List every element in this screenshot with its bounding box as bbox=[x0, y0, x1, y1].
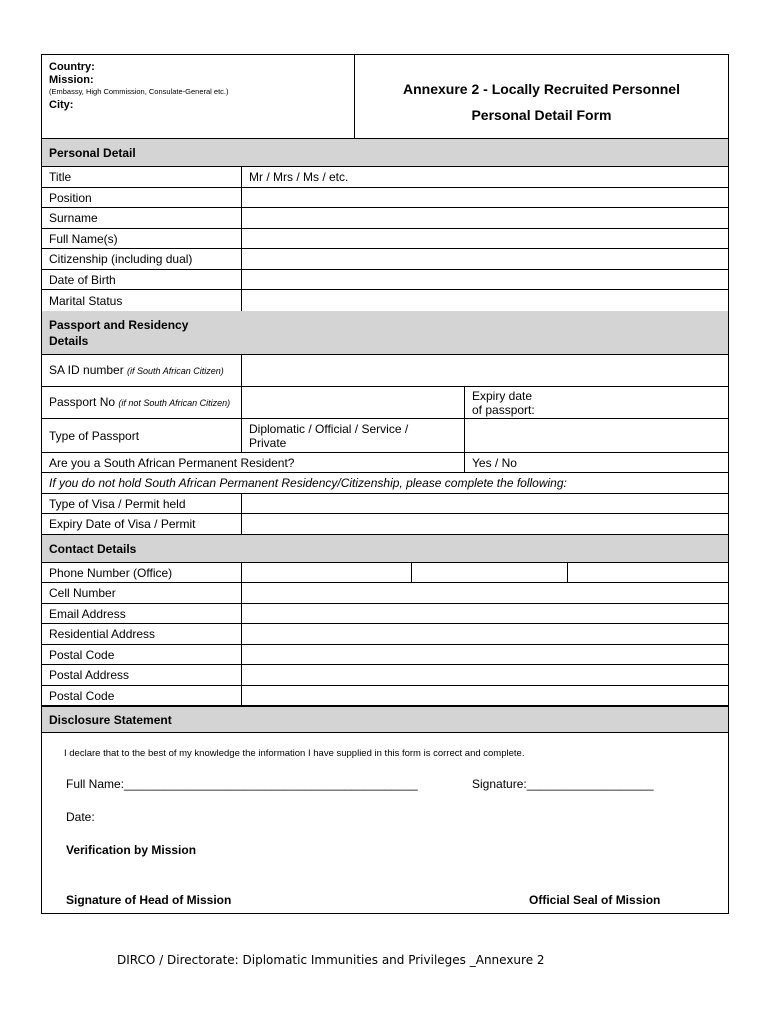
expiry-label-line1: Expiry date bbox=[472, 388, 533, 403]
table-row bbox=[42, 514, 728, 535]
postal-code-field[interactable] bbox=[242, 645, 728, 664]
section-title-line1: Passport and Residency bbox=[49, 317, 189, 332]
section-title-line2: Details bbox=[49, 333, 89, 348]
table-row bbox=[42, 167, 728, 188]
mission-label: Mission: bbox=[49, 74, 94, 86]
row-label: Position bbox=[42, 188, 242, 207]
title-field[interactable]: Mr / Mrs / Ms / etc. bbox=[249, 170, 349, 184]
passport-type-options[interactable] bbox=[242, 419, 465, 452]
table-row bbox=[42, 419, 728, 453]
table-row bbox=[42, 473, 728, 494]
row-label: Residential Address bbox=[42, 624, 242, 644]
form-title bbox=[355, 55, 728, 138]
row-label: Postal Address bbox=[42, 665, 242, 685]
head-of-mission-signature: Signature of Head of Mission bbox=[66, 893, 232, 907]
section-passport-residency bbox=[42, 311, 728, 355]
table-row bbox=[42, 270, 728, 290]
section-contact-details: Contact Details bbox=[42, 535, 728, 563]
citizenship-field[interactable] bbox=[242, 249, 728, 269]
passport-type-label: Type of Passport bbox=[42, 419, 242, 452]
residential-address-field[interactable] bbox=[242, 624, 728, 644]
email-field[interactable] bbox=[242, 604, 728, 623]
table-row bbox=[42, 494, 728, 514]
passport-no-label: Passport No bbox=[49, 395, 116, 409]
passport-type-line1: Diplomatic / Official / Service / bbox=[249, 421, 409, 436]
section-disclosure-statement: Disclosure Statement bbox=[42, 706, 728, 733]
table-row bbox=[42, 686, 728, 706]
row-label: Title bbox=[42, 167, 242, 187]
date-of-birth-field[interactable] bbox=[242, 270, 728, 289]
row-label: Full Name(s) bbox=[42, 229, 242, 248]
visa-expiry-label: Expiry Date of Visa / Permit bbox=[42, 514, 242, 534]
disclosure-block bbox=[42, 733, 728, 913]
row-label: Email Address bbox=[42, 604, 242, 623]
passport-expiry-cell[interactable] bbox=[465, 387, 728, 418]
personal-rows bbox=[42, 167, 728, 311]
mission-note: (Embassy, High Commission, Consulate-General etc.) bbox=[49, 87, 229, 96]
table-row bbox=[42, 208, 728, 229]
location-block bbox=[42, 55, 355, 138]
phone-field-1[interactable] bbox=[242, 563, 412, 582]
page-footer: DIRCO / Directorate: Diplomatic Immunities and Privileges _Annexure 2 bbox=[117, 953, 545, 967]
table-row bbox=[42, 355, 728, 387]
country-label: Country: bbox=[49, 61, 95, 73]
passport-no-note: (if not South African Citizen) bbox=[118, 398, 231, 408]
date-line[interactable]: Date: bbox=[66, 810, 95, 824]
sa-id-note: (if South African Citizen) bbox=[127, 366, 224, 376]
visa-expiry-field[interactable] bbox=[242, 514, 728, 534]
row-label: Citizenship (including dual) bbox=[42, 249, 242, 269]
table-row bbox=[42, 249, 728, 270]
table-row bbox=[42, 229, 728, 249]
sa-id-label: SA ID number bbox=[49, 363, 124, 377]
row-label: Surname bbox=[42, 208, 242, 228]
official-seal-label: Official Seal of Mission bbox=[529, 893, 661, 907]
signature-line[interactable]: Signature:___________________ bbox=[472, 777, 654, 791]
full-name-line[interactable]: Full Name:____________________________________________ bbox=[66, 777, 418, 791]
row-label: Marital Status bbox=[42, 290, 242, 311]
resident-question: Are you a South African Permanent Resident? bbox=[42, 453, 465, 472]
full-names-field[interactable] bbox=[242, 229, 728, 248]
passport-no-field[interactable] bbox=[242, 387, 465, 418]
sa-id-field[interactable] bbox=[242, 355, 728, 386]
personal-detail-form bbox=[41, 54, 729, 914]
row-label: Date of Birth bbox=[42, 270, 242, 289]
city-label: City: bbox=[49, 99, 74, 111]
verification-heading: Verification by Mission bbox=[66, 843, 197, 857]
table-row bbox=[42, 563, 728, 583]
form-title-line1: Annexure 2 - Locally Recruited Personnel bbox=[403, 81, 680, 97]
passport-no-label-cell bbox=[42, 387, 242, 418]
table-row bbox=[42, 453, 728, 473]
row-label: Cell Number bbox=[42, 583, 242, 603]
form-header bbox=[42, 55, 728, 139]
position-field[interactable] bbox=[242, 188, 728, 207]
cell-number-field[interactable] bbox=[242, 583, 728, 603]
postal-address-field[interactable] bbox=[242, 665, 728, 685]
passport-type-line2: Private bbox=[249, 435, 287, 450]
table-row bbox=[42, 583, 728, 604]
form-title-line2: Personal Detail Form bbox=[471, 107, 612, 123]
surname-field[interactable] bbox=[242, 208, 728, 228]
visa-type-label: Type of Visa / Permit held bbox=[42, 494, 242, 513]
table-row bbox=[42, 665, 728, 686]
phone-field-2[interactable] bbox=[412, 563, 568, 582]
resident-yes-no[interactable]: Yes / No bbox=[472, 455, 517, 470]
expiry-label-line2: of passport: bbox=[472, 402, 535, 417]
row-label: Postal Code bbox=[42, 645, 242, 664]
table-row bbox=[42, 624, 728, 645]
section-personal-detail: Personal Detail bbox=[42, 139, 728, 167]
table-row bbox=[42, 604, 728, 624]
table-row bbox=[42, 290, 728, 311]
residency-instruction: If you do not hold South African Permanent Residency/Citizenship, please complete the following: bbox=[49, 476, 567, 490]
marital-status-field[interactable] bbox=[242, 290, 728, 311]
row-label: Phone Number (Office) bbox=[42, 563, 242, 582]
phone-field-3[interactable] bbox=[568, 563, 728, 582]
postal-code-field-2[interactable] bbox=[242, 686, 728, 705]
passport-type-extra-field[interactable] bbox=[465, 419, 728, 452]
row-label: Postal Code bbox=[42, 686, 242, 705]
declaration-text: I declare that to the best of my knowledge the information I have supplied in this form is correct and complete. bbox=[64, 748, 525, 759]
visa-type-field[interactable] bbox=[242, 494, 728, 513]
table-row bbox=[42, 645, 728, 665]
table-row bbox=[42, 188, 728, 208]
sa-id-label-cell bbox=[42, 355, 242, 386]
table-row bbox=[42, 387, 728, 419]
